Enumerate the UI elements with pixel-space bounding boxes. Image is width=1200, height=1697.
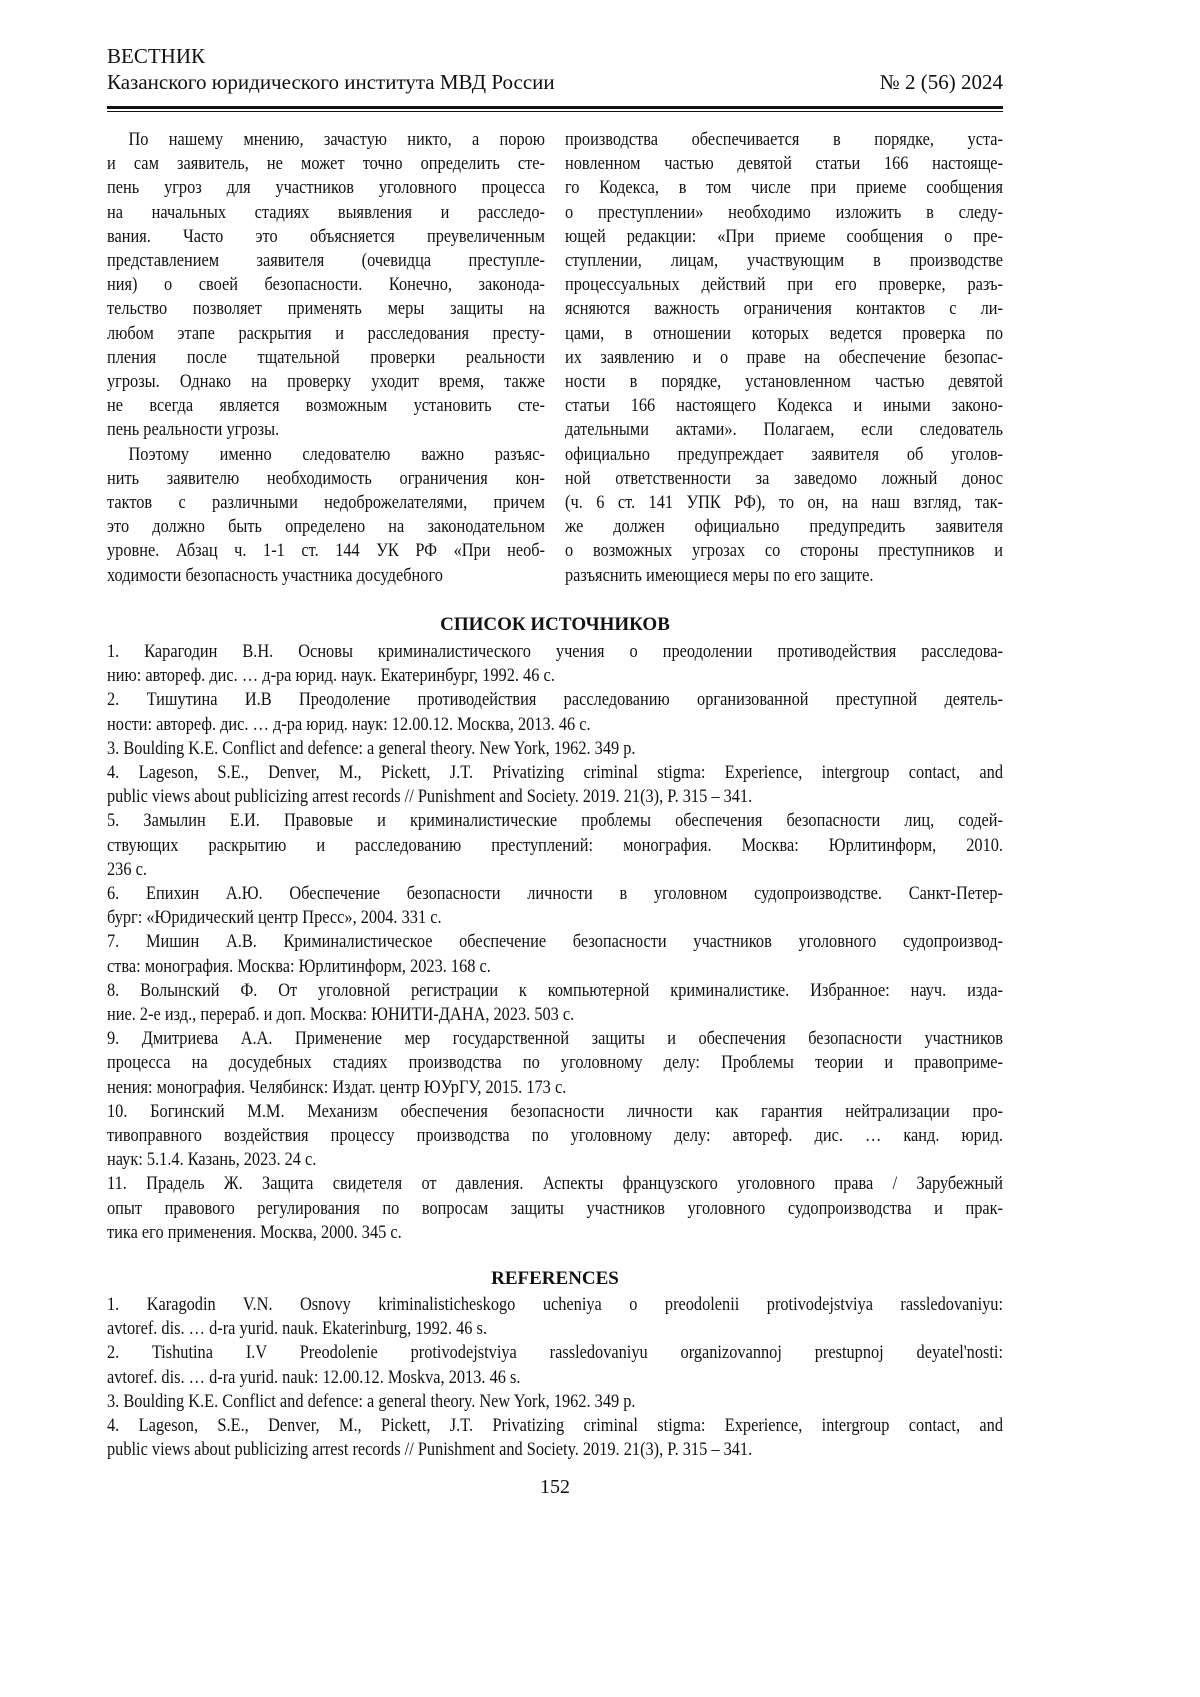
text-line: производства обеспечивается в порядке, уста-: [565, 128, 1003, 152]
header-rule-thick: [107, 106, 1003, 109]
text-line: бург: «Юридический центр Пресс», 2004. 331 с.: [107, 906, 1003, 930]
text-line: официально предупреждает заявителя об уголов-: [565, 443, 1003, 467]
text-line: тактов с различными недоброжелателями, причем: [107, 491, 545, 515]
text-line: тивоправного воздействия процессу производства по уголовному делу: автореф. дис. … канд. юрид.: [107, 1124, 1003, 1148]
source-entry: [107, 640, 1003, 688]
text-line: тельство позволяет применять меры защиты на: [107, 297, 545, 321]
journal-title-line2: [107, 70, 1003, 94]
text-line: По нашему мнению, зачастую никто, а порою: [107, 128, 545, 152]
text-line: угрозы. Однако на проверку уходит время, также: [107, 370, 545, 394]
text-line: цами, в отношении которых ведется проверка по: [565, 322, 1003, 346]
text-line: 4. Lageson, S.E., Denver, M., Pickett, J.T. Privatizing criminal stigma: Experience, intergroup contact, and: [107, 761, 1003, 785]
source-entry: [107, 882, 1003, 930]
text-line: 10. Богинский М.М. Механизм обеспечения безопасности личности как гарантия нейтрализации про-: [107, 1100, 1003, 1124]
text-line: пень угроз для участников уголовного процесса: [107, 176, 545, 200]
source-entry: [107, 1100, 1003, 1173]
text-line: ступлении, лицам, участвующим в производстве: [565, 249, 1003, 273]
page-number: 152: [0, 1476, 1110, 1499]
text-line: пень реальности угрозы.: [107, 418, 545, 442]
text-line: 8. Волынский Ф. От уголовной регистрации к компьютерной криминалистике. Избранное: науч. изда-: [107, 979, 1003, 1003]
header-rule-thin: [107, 111, 1003, 112]
reference-entry: [107, 1293, 1003, 1341]
text-line: 7. Мишин А.В. Криминалистическое обеспечение безопасности участников уголовного судопроизвод-: [107, 930, 1003, 954]
source-entry: [107, 737, 1003, 761]
text-line: 2. Тишутина И.В Преодоление противодействия расследованию организованной преступной деятель-: [107, 688, 1003, 712]
source-entry: [107, 688, 1003, 736]
text-line: наук: 5.1.4. Казань, 2023. 24 с.: [107, 1148, 1003, 1172]
references-heading: REFERENCES: [107, 1268, 1003, 1290]
text-line: го Кодекса, в том числе при приеме сообщения: [565, 176, 1003, 200]
text-line: ства: монография. Москва: Юрлитинформ, 2023. 168 с.: [107, 955, 1003, 979]
reference-entry: [107, 1341, 1003, 1389]
sources-heading: СПИСОК ИСТОЧНИКОВ: [107, 614, 1003, 636]
text-line: вания. Часто это объясняется преувеличенным: [107, 225, 545, 249]
text-line: представлением заявителя (очевидца преступле-: [107, 249, 545, 273]
text-line: public views about publicizing arrest records // Punishment and Society. 2019. 21(3), P. 315 – 341.: [107, 1438, 1003, 1462]
text-line: статьи 166 настоящего Кодекса и иными законо-: [565, 394, 1003, 418]
text-line: не всегда является возможным установить сте-: [107, 394, 545, 418]
text-line: разъяснить имеющиеся меры по его защите.: [565, 564, 1003, 588]
text-line: о возможных угрозах со стороны преступников и: [565, 539, 1003, 563]
text-line: о преступлении» необходимо изложить в следу-: [565, 201, 1003, 225]
text-line: ствующих раскрытию и расследованию преступлений: монография. Москва: Юрлитинформ, 2010.: [107, 834, 1003, 858]
reference-entry: [107, 1414, 1003, 1462]
text-line: уровне. Абзац ч. 1-1 ст. 144 УК РФ «При необ-: [107, 539, 545, 563]
text-line: дательными актами». Полагаем, если следователь: [565, 418, 1003, 442]
text-line: процессуальных действий при его проверке, разъ-: [565, 273, 1003, 297]
text-line: ности в порядке, установленном частью девятой: [565, 370, 1003, 394]
issue-number: № 2 (56) 2024: [880, 70, 1003, 94]
source-entry: [107, 930, 1003, 978]
text-line: тика его применения. Москва, 2000. 345 с.: [107, 1221, 1003, 1245]
text-line: 5. Замылин Е.И. Правовые и криминалистические проблемы обеспечения безопасности лиц, содей-: [107, 809, 1003, 833]
text-line: нения: монография. Челябинск: Издат. центр ЮУрГУ, 2015. 173 с.: [107, 1076, 1003, 1100]
source-entry: [107, 1027, 1003, 1100]
body-column-left: [107, 128, 545, 588]
text-line: их заявлению и о праве на обеспечение безопас-: [565, 346, 1003, 370]
text-line: опыт правового регулирования по вопросам защиты участников уголовного судопроизводства и прак-: [107, 1197, 1003, 1221]
text-line: 236 с.: [107, 858, 1003, 882]
text-line: новленном частью девятой статьи 166 настояще-: [565, 152, 1003, 176]
paragraph: [565, 128, 1003, 588]
text-line: нию: автореф. дис. … д-ра юрид. наук. Екатеринбург, 1992. 46 с.: [107, 664, 1003, 688]
references-list: [107, 1293, 1003, 1462]
text-line: ясняются важность ограничения контактов с ли-: [565, 297, 1003, 321]
sources-list: [107, 640, 1003, 1245]
text-line: процесса на досудебных стадиях производства по уголовному делу: Проблемы теории и правоприме-: [107, 1051, 1003, 1075]
text-line: ности: автореф. дис. … д-ра юрид. наук: 12.00.12. Москва, 2013. 46 с.: [107, 713, 1003, 737]
source-entry: [107, 809, 1003, 882]
text-line: 6. Епихин А.Ю. Обеспечение безопасности личности в уголовном судопроизводстве. Санкт-Петер-: [107, 882, 1003, 906]
source-entry: [107, 761, 1003, 809]
text-line: и сам заявитель, не может точно определить сте-: [107, 152, 545, 176]
journal-title-line1: [107, 44, 1003, 68]
text-line: ния) о своей безопасности. Конечно, законода-: [107, 273, 545, 297]
source-entry: [107, 1172, 1003, 1245]
text-line: ние. 2-е изд., перераб. и доп. Москва: ЮНИТИ-ДАНА, 2023. 503 с.: [107, 1003, 1003, 1027]
text-line: 11. Прадель Ж. Защита свидетеля от давления. Аспекты французского уголовного права / Зарубежный: [107, 1172, 1003, 1196]
text-line: же должен официально предупредить заявителя: [565, 515, 1003, 539]
text-line: 1. Карагодин В.Н. Основы криминалистического учения о преодолении противодействия расследова-: [107, 640, 1003, 664]
text-line: ходимости безопасность участника досудебного: [107, 564, 545, 588]
journal-name: ВЕСТНИК: [107, 44, 205, 68]
text-line: любом этапе раскрытия и расследования престу-: [107, 322, 545, 346]
text-line: 3. Boulding K.E. Conflict and defence: a general theory. New York, 1962. 349 p.: [107, 737, 1003, 761]
text-line: 1. Karagodin V.N. Osnovy kriminalisticheskogo ucheniya o preodolenii protivodejstviya rassledovaniyu:: [107, 1293, 1003, 1317]
text-line: (ч. 6 ст. 141 УПК РФ), то он, на наш взгляд, так-: [565, 491, 1003, 515]
paragraph: [107, 128, 545, 443]
text-line: пления после тщательной проверки реальности: [107, 346, 545, 370]
text-line: 4. Lageson, S.E., Denver, M., Pickett, J.T. Privatizing criminal stigma: Experience, intergroup contact, and: [107, 1414, 1003, 1438]
running-header: [107, 44, 1003, 94]
body-column-right: [565, 128, 1003, 588]
text-line: 9. Дмитриева А.А. Применение мер государственной защиты и обеспечения безопасности участников: [107, 1027, 1003, 1051]
text-line: avtoref. dis. … d-ra yurid. nauk. Ekaterinburg, 1992. 46 s.: [107, 1317, 1003, 1341]
text-line: Поэтому именно следователю важно разъяс-: [107, 443, 545, 467]
text-line: ющей редакции: «При приеме сообщения о пре-: [565, 225, 1003, 249]
text-line: на начальных стадиях выявления и расследо-: [107, 201, 545, 225]
text-line: это должно быть определено на законодательном: [107, 515, 545, 539]
text-line: 3. Boulding K.E. Conflict and defence: a general theory. New York, 1962. 349 p.: [107, 1390, 1003, 1414]
text-line: ной ответственности за заведомо ложный донос: [565, 467, 1003, 491]
text-line: 2. Tishutina I.V Preodolenie protivodejstviya rassledovaniyu organizovannoj prestupnoj deyatel'nosti:: [107, 1341, 1003, 1365]
text-line: нить заявителю необходимость ограничения кон-: [107, 467, 545, 491]
reference-entry: [107, 1390, 1003, 1414]
paragraph: [107, 443, 545, 588]
text-line: public views about publicizing arrest records // Punishment and Society. 2019. 21(3), P. 315 – 341.: [107, 785, 1003, 809]
text-line: avtoref. dis. … d-ra yurid. nauk: 12.00.12. Moskva, 2013. 46 s.: [107, 1366, 1003, 1390]
source-entry: [107, 979, 1003, 1027]
journal-institute: Казанского юридического института МВД России: [107, 70, 555, 94]
